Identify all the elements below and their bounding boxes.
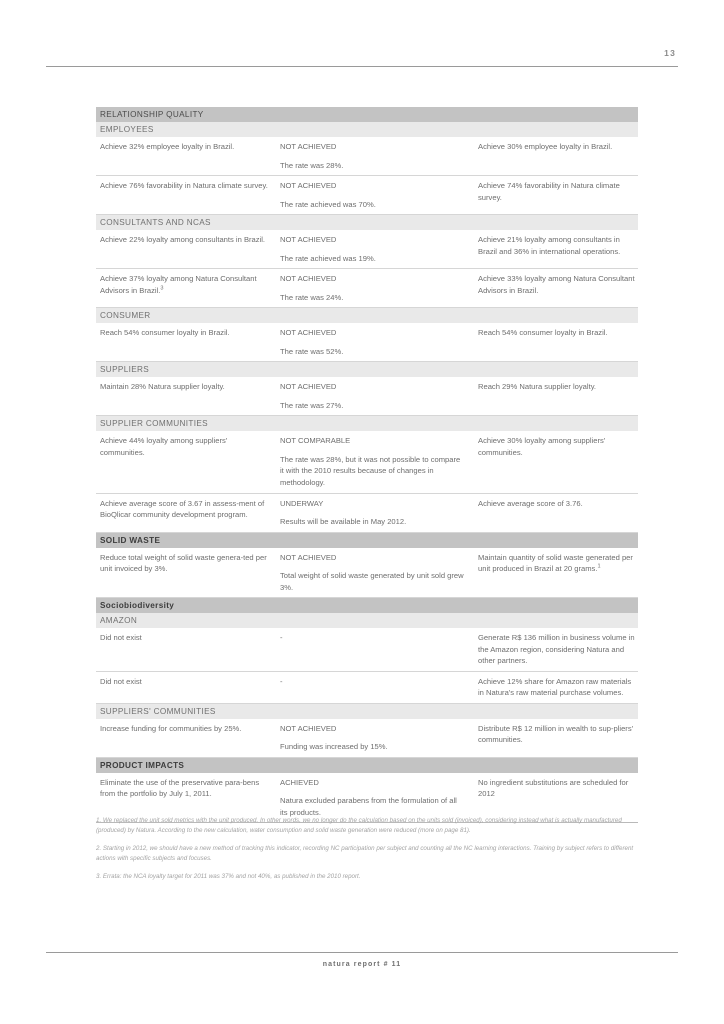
subsection-header: CONSULTANTS AND NCAS: [96, 215, 638, 230]
table-row: [96, 431, 638, 493]
goal-cell: [96, 273, 276, 303]
target-cell: [474, 676, 638, 699]
target-cell: [474, 180, 638, 210]
status-cell: [276, 273, 474, 303]
target-text: Distribute R$ 12 million in wealth to sup-pliers' communities.: [478, 723, 634, 745]
status-badge: UNDERWAY: [280, 498, 324, 508]
page-number: 13: [664, 48, 676, 58]
goal-text: Achieve 32% employee loyalty in Brazil.: [100, 142, 235, 151]
status-badge: -: [280, 676, 283, 686]
status-badge: NOT ACHIEVED: [280, 328, 337, 338]
status-cell: [276, 180, 474, 210]
table-row: [96, 719, 638, 758]
table-row: [96, 377, 638, 416]
goal-text: Did not exist: [100, 633, 142, 643]
goal-cell: [96, 498, 276, 528]
goal-text: Did not exist: [100, 676, 142, 686]
table-row: [96, 628, 638, 672]
target-cell: [474, 498, 638, 528]
target-text: Achieve 21% loyalty among consultants in Brazil and 36% in international operations.: [478, 235, 621, 256]
goal-cell: [96, 381, 276, 411]
status-badge: NOT ACHIEVED: [280, 235, 337, 245]
goal-text: Maintain 28% Natura supplier loyalty.: [100, 382, 225, 392]
section-header: PRODUCT IMPACTS: [96, 758, 638, 773]
status-badge: NOT ACHIEVED: [280, 552, 337, 562]
status-badge: NOT ACHIEVED: [280, 723, 337, 733]
table-row: [96, 672, 638, 704]
target-text: Achieve 12% share for Amazon raw materials in Natura's raw material purchase volumes.: [478, 676, 632, 698]
target-cell: [474, 234, 638, 264]
target-cell: [474, 632, 638, 667]
goal-cell: [96, 435, 276, 488]
status-badge: NOT ACHIEVED: [280, 382, 337, 392]
table-row: [96, 230, 638, 269]
table-row: [96, 494, 638, 533]
status-detail: The rate was 52%.: [280, 346, 344, 356]
status-detail: The rate achieved was 70%.: [280, 199, 376, 209]
status-detail: The rate achieved was 19%.: [280, 253, 376, 263]
goals-table: [96, 107, 638, 823]
target-cell: [474, 273, 638, 303]
footer-divider: [46, 952, 678, 953]
footer-title: natura report # 11: [322, 961, 402, 968]
table-row: [96, 323, 638, 362]
status-detail: Results will be available in May 2012.: [280, 517, 407, 527]
table-row: [96, 176, 638, 215]
goal-text: Achieve 22% loyalty among consultants in Brazil.: [100, 235, 266, 245]
status-detail: The rate was 28%, but it was not possible to compare it with the 2010 results because of changes in methodology.: [280, 454, 461, 487]
status-cell: [276, 381, 474, 411]
status-cell: [276, 723, 474, 753]
goal-text: Reach 54% consumer loyalty in Brazil.: [100, 328, 230, 338]
status-detail: The rate was 28%.: [280, 160, 344, 170]
target-cell: [474, 435, 638, 488]
target-text: No ingredient substitutions are scheduled for 2012: [478, 777, 629, 799]
table-row: [96, 269, 638, 308]
target-cell: [474, 552, 638, 594]
status-cell: [276, 234, 474, 264]
goal-cell: [96, 676, 276, 699]
target-cell: [474, 777, 638, 819]
target-footnote-marker: 1: [597, 563, 601, 570]
subsection-header: CONSUMER: [96, 308, 638, 323]
goals-table-body: [96, 107, 638, 822]
status-detail: The rate was 27%.: [280, 400, 344, 410]
subsection-header: AMAZON: [96, 613, 638, 628]
goal-text: Reduce total weight of solid waste genera-ted per unit invoiced by 3%.: [100, 552, 267, 574]
goal-cell: [96, 234, 276, 264]
status-cell: [276, 141, 474, 171]
target-text: Maintain quantity of solid waste generated per unit produced in Brazil at 20 grams.: [478, 552, 633, 574]
target-text: Generate R$ 136 million in business volume in the Amazon region, considering Natura and other partners.: [478, 633, 635, 666]
subsection-header: SUPPLIERS: [96, 362, 638, 377]
goal-cell: [96, 552, 276, 594]
status-detail: The rate was 24%.: [280, 292, 344, 302]
status-badge: NOT COMPARABLE: [280, 436, 351, 446]
status-detail: Funding was increased by 15%.: [280, 742, 388, 752]
page-header: [46, 48, 678, 70]
target-text: Reach 29% Natura supplier loyalty.: [478, 382, 597, 392]
status-cell: [276, 632, 474, 667]
goal-text: Achieve 44% loyalty among suppliers' communities.: [100, 436, 228, 457]
target-text: Achieve 33% loyalty among Natura Consultant Advisors in Brazil.: [478, 274, 635, 295]
status-detail: Total weight of solid waste generated by unit sold grew 3%.: [280, 571, 464, 592]
target-cell: [474, 141, 638, 171]
status-badge: NOT ACHIEVED: [280, 274, 337, 284]
status-cell: [276, 498, 474, 528]
goal-footnote-marker: 3: [160, 285, 164, 292]
status-detail: Natura excluded parabens from the formulation of all its products.: [280, 796, 457, 817]
status-badge: NOT ACHIEVED: [280, 142, 337, 151]
page-footer: [46, 952, 678, 976]
goal-cell: [96, 632, 276, 667]
goal-cell: [96, 777, 276, 819]
status-cell: [276, 676, 474, 699]
goal-text: Eliminate the use of the preservative para-bens from the portfolio by July 1, 2011.: [100, 777, 260, 799]
target-text: Reach 54% consumer loyalty in Brazil.: [478, 328, 608, 338]
target-text: Achieve 74% favorability in Natura climate survey.: [478, 181, 620, 202]
goal-text: Achieve average score of 3.67 in assess-ment of BioQlicar community development program.: [100, 498, 265, 520]
target-cell: [474, 327, 638, 357]
table-row: [96, 137, 638, 176]
footnote: 1. We replaced the unit sold metrics with the unit produced. In other words, we no longer do the calculation based on the units sold (invoiced), considering instead what is actually manufactured (produced) by Natura. According to the new calculation, water consumption and solid waste generation were reduced (more on page 81).: [96, 817, 622, 835]
section-header: SOLID WASTE: [96, 533, 638, 548]
status-badge: -: [280, 633, 283, 643]
status-cell: [276, 327, 474, 357]
footnote: 2. Starting in 2012, we should have a new method of tracking this indicator, recording NC participation per subject and counting all the NC learning interactions. Training by subject refers to different actions with specific subjects and focuses.: [96, 845, 634, 863]
goal-cell: [96, 327, 276, 357]
goal-cell: [96, 180, 276, 210]
footnotes-block: [96, 816, 638, 890]
target-text: Achieve average score of 3.76.: [478, 498, 583, 508]
status-cell: [276, 552, 474, 594]
goal-text: Achieve 37% loyalty among Natura Consultant Advisors in Brazil.: [100, 274, 257, 295]
section-header: Sociobiodiversity: [96, 598, 638, 613]
header-divider: [46, 66, 678, 67]
target-cell: [474, 381, 638, 411]
target-text: Achieve 30% loyalty among suppliers' communities.: [478, 436, 606, 457]
target-text: Achieve 30% employee loyalty in Brazil.: [478, 142, 613, 151]
status-badge: ACHIEVED: [280, 777, 319, 787]
goal-cell: [96, 141, 276, 171]
subsection-header: SUPPLIER COMMUNITIES: [96, 416, 638, 431]
goal-text: Increase funding for communities by 25%.: [100, 723, 242, 733]
table-row: [96, 548, 638, 599]
footnote: 3. Errata: the NCA loyalty target for 2011 was 37% and not 40%, as published in the 2010 report.: [96, 873, 361, 881]
goal-text: Achieve 76% favorability in Natura climate survey.: [100, 181, 268, 191]
goal-cell: [96, 723, 276, 753]
status-badge: NOT ACHIEVED: [280, 181, 337, 191]
target-cell: [474, 723, 638, 753]
section-header: RELATIONSHIP QUALITY: [96, 107, 638, 122]
subsection-header: EMPLOYEES: [96, 122, 638, 137]
status-cell: [276, 435, 474, 488]
status-cell: [276, 777, 474, 819]
subsection-header: SUPPLIERS' COMMUNITIES: [96, 704, 638, 719]
